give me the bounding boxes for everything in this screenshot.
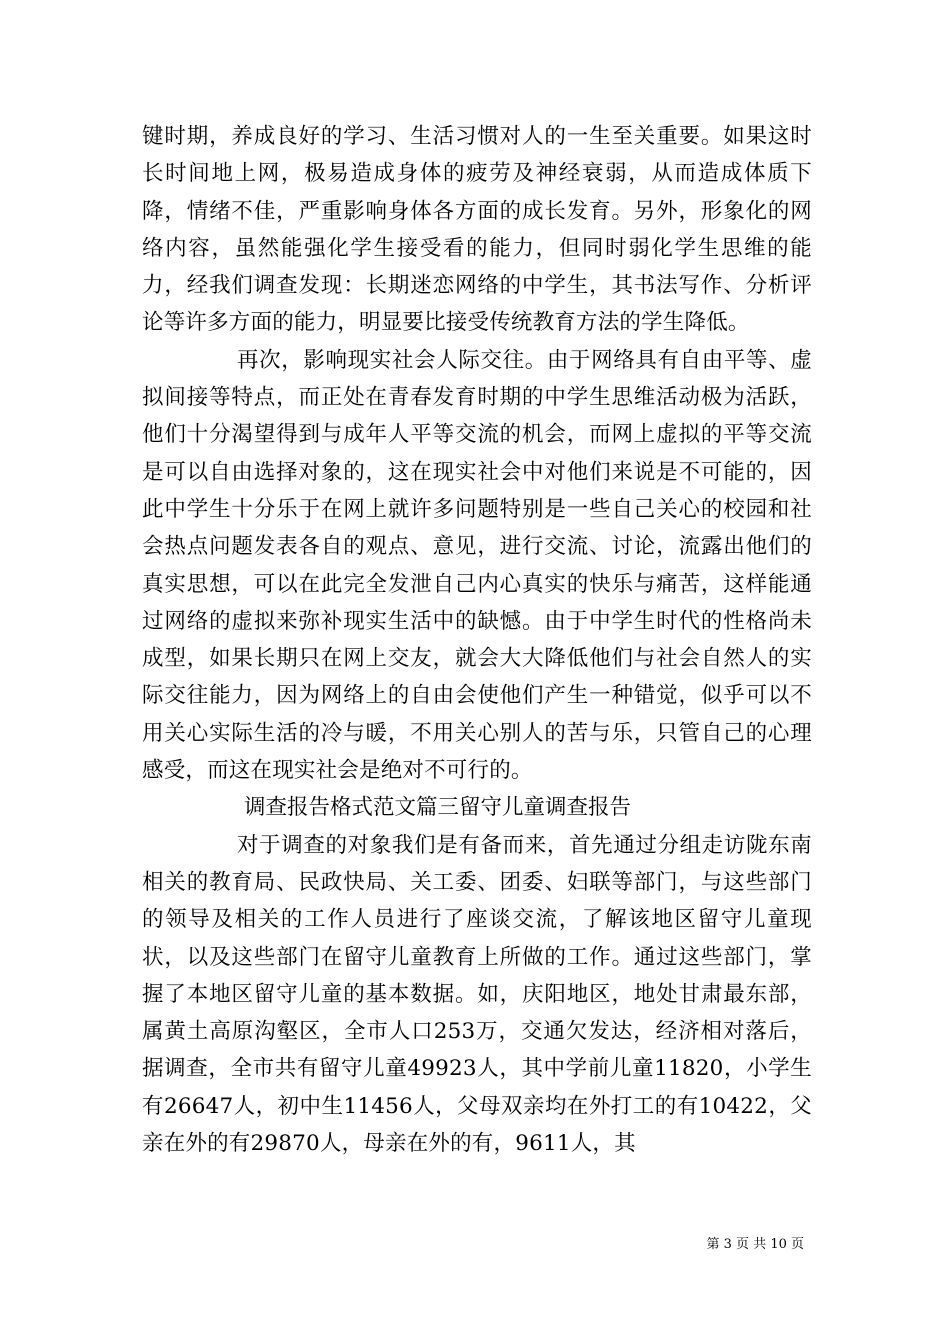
document-body (142, 118, 812, 1162)
paragraph-health-impact: 键时期，养成良好的学习、生活习惯对人的一生至关重要。如果这时长时间地上网，极易造成身体的疲劳及神经衰弱，从而造成体质下降，情绪不佳，严重影响身体各方面的成长发育。另外，形象化的网络内容，虽然能强化学生接受看的能力，但同时弱化学生思维的能力，经我们调查发现：长期迷恋网络的中学生，其书法写作、分析评论等许多方面的能力，明显要比接受传统教育方法的学生降低。 (142, 124, 812, 336)
page-number-footer: 第 3 页 共 10 页 (706, 1237, 804, 1252)
paragraph-social-interaction: 再次，影响现实社会人际交往。由于网络具有自由平等、虚拟间接等特点，而正处在青春发育时期的中学生思维活动极为活跃，他们十分渴望得到与成年人平等交流的机会，而网上虚拟的平等交流是可以自由选择对象的，这在现实社会中对他们来说是不可能的，因此中学生十分乐于在网上就许多问题特别是一些自己关心的校园和社会热点问题发表各自的观点、意见，进行交流、讨论，流露出他们的真实思想，可以在此完全发泄自己内心真实的快乐与痛苦，这样能通过网络的虚拟来弥补现实生活中的缺憾。由于中学生时代的性格尚未成型，如果长期只在网上交友，就会大大降低他们与社会自然人的实际交往能力，因为网络上的自由会使他们产生一种错觉，似乎可以不用关心实际生活的冷与暖，不用关心别人的苦与乐，只管自己的心理感受，而这在现实社会是绝对不可行的。 (142, 347, 812, 784)
section-heading: 调查报告格式范文篇三留守儿童调查报告 (244, 795, 632, 821)
paragraph-left-behind-children: 对于调查的对象我们是有备而来，首先通过分组走访陇东南相关的教育局、民政快局、关工委、团委、妇联等部门，与这些部门的领导及相关的工作人员进行了座谈交流，了解该地区留守儿童现状，以及这些部门在留守儿童教育上所做的工作。通过这些部门，掌握了本地区留守儿童的基本数据。如，庆阳地区，地处甘肃最东部，属黄土高原沟壑区，全市人口253万，交通欠发达，经济相对落后，据调查，全市共有留守儿童49923人，其中学前儿童11820，小学生有26647人，初中生11456人，父母双亲均在外打工的有10422，父亲在外的有29870人，母亲在外的有，9611人，其 (142, 832, 812, 1157)
